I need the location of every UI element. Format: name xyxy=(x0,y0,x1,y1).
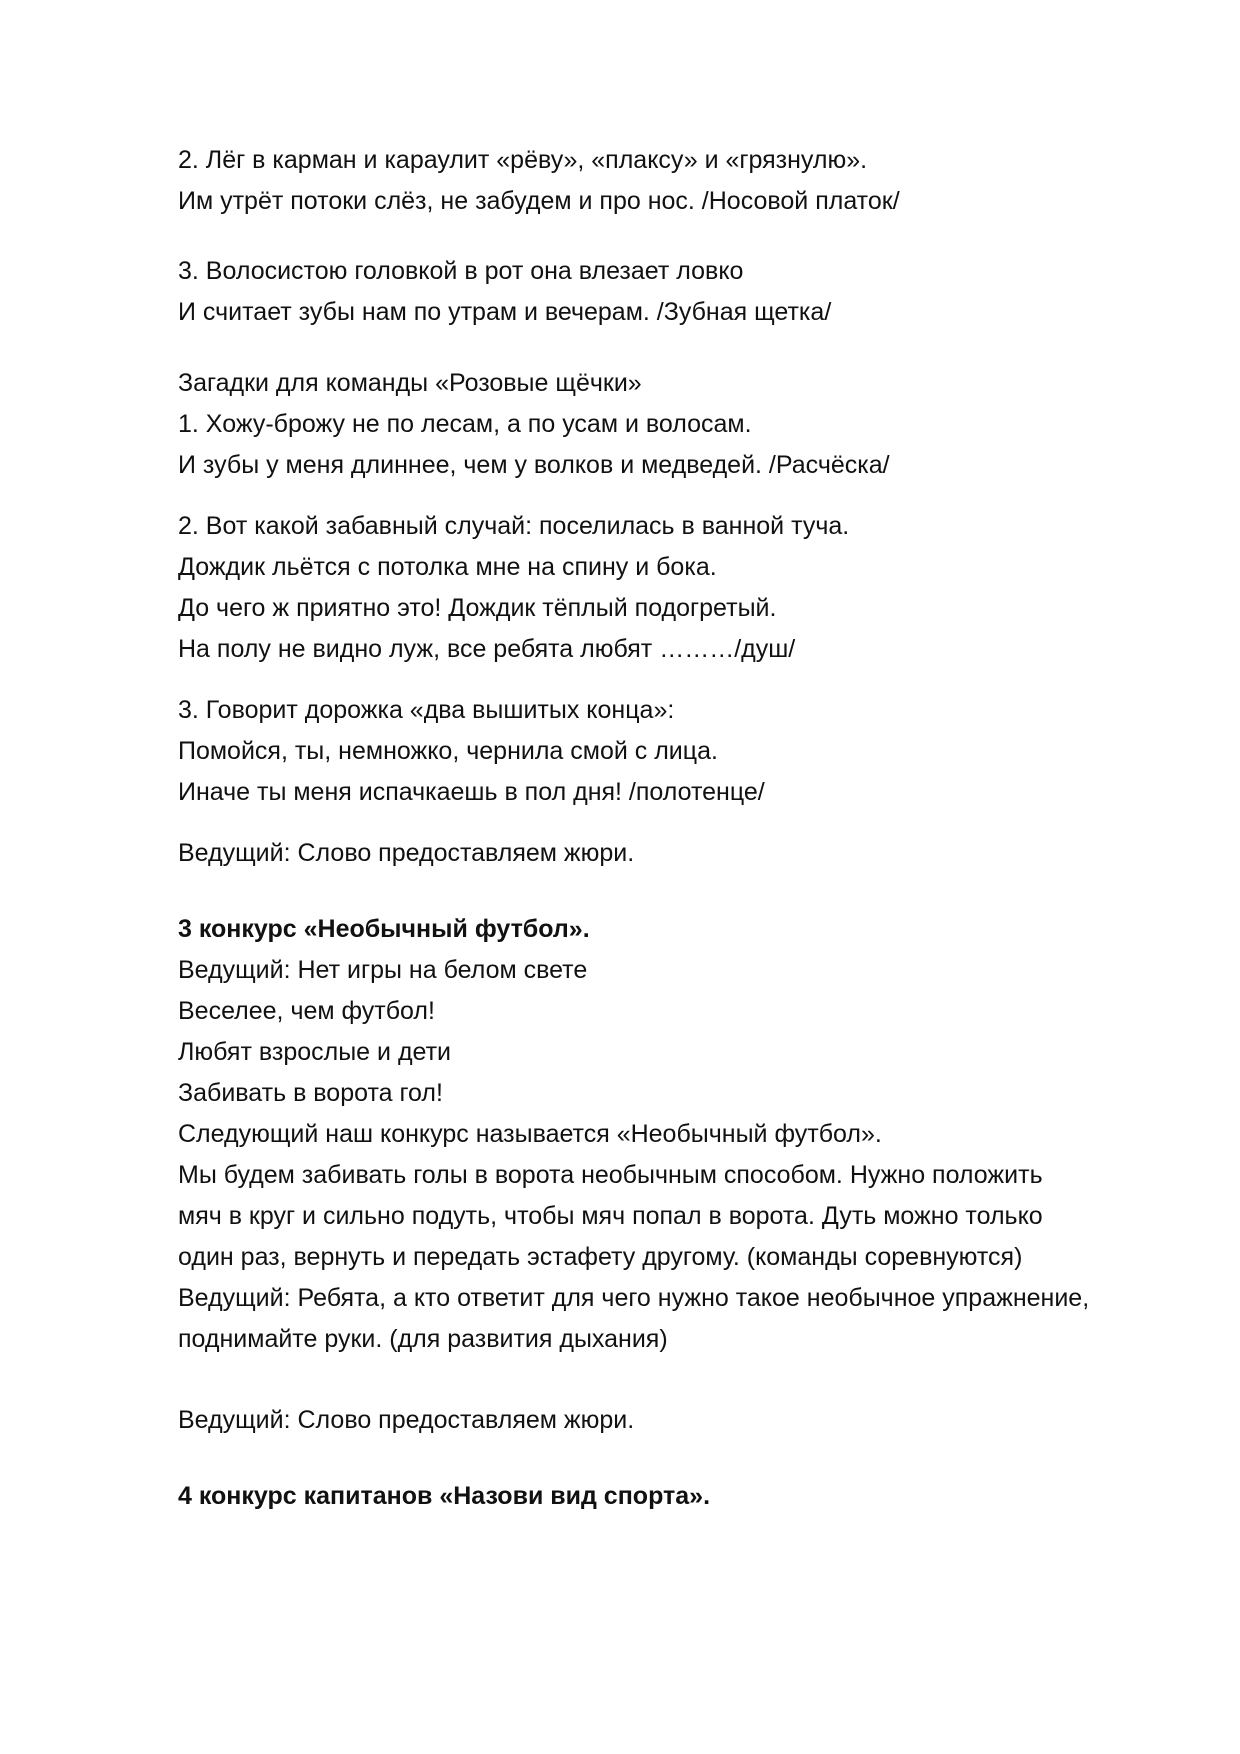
text-line: Забивать в ворота гол! xyxy=(178,1079,443,1107)
text-line: Любят взрослые и дети xyxy=(178,1038,452,1066)
section-heading: 4 конкурс капитанов «Назови вид спорта». xyxy=(178,1482,711,1510)
contest3-section xyxy=(178,909,1178,1360)
text-line: мяч в круг и сильно подуть, чтобы мяч попал в ворота. Дуть можно только xyxy=(178,1202,1043,1230)
riddle-paragraph xyxy=(178,140,1178,222)
jury-paragraph xyxy=(178,1400,1178,1441)
contest4-section xyxy=(178,1476,1178,1517)
text-line: 1. Хожу-брожу не по лесам, а по усам и волосам. xyxy=(178,410,752,438)
text-line: Ведущий: Ребята, а кто ответит для чего нужно такое необычное упражнение, xyxy=(178,1284,1090,1312)
text-line: Им утрёт потоки слёз, не забудем и про нос. /Носовой платок/ xyxy=(178,187,900,215)
riddle-paragraph xyxy=(178,690,1178,813)
text-line: Ведущий: Слово предоставляем жюри. xyxy=(178,1406,635,1434)
text-line: 2. Лёг в карман и караулит «рёву», «плаксу» и «грязнулю». xyxy=(178,146,868,174)
text-line: Ведущий: Слово предоставляем жюри. xyxy=(178,839,635,867)
text-line: И зубы у меня длиннее, чем у волков и медведей. /Расчёска/ xyxy=(178,451,890,479)
text-line: Следующий наш конкурс называется «Необычный футбол». xyxy=(178,1120,882,1148)
text-line: Веселее, чем футбол! xyxy=(178,997,435,1025)
text-line: 3. Волосистою головкой в рот она влезает ловко xyxy=(178,257,744,285)
text-line: 3. Говорит дорожка «два вышитых конца»: xyxy=(178,696,675,724)
section-heading: Загадки для команды «Розовые щёчки» xyxy=(178,369,642,397)
text-line: Мы будем забивать голы в ворота необычным способом. Нужно положить xyxy=(178,1161,1043,1189)
text-line: И считает зубы нам по утрам и вечерам. /Зубная щетка/ xyxy=(178,298,832,326)
text-line: До чего ж приятно это! Дождик тёплый подогретый. xyxy=(178,594,777,622)
jury-paragraph xyxy=(178,833,1178,874)
riddle-paragraph xyxy=(178,251,1178,333)
text-line: один раз, вернуть и передать эстафету другому. (команды соревнуются) xyxy=(178,1243,1023,1271)
text-line: На полу не видно луж, все ребята любят ………/душ/ xyxy=(178,635,796,663)
text-line: 2. Вот какой забавный случай: поселилась в ванной туча. xyxy=(178,512,850,540)
text-line: Иначе ты меня испачкаешь в пол дня! /полотенце/ xyxy=(178,778,765,806)
text-line: Ведущий: Нет игры на белом свете xyxy=(178,956,588,984)
team2-riddles-section xyxy=(178,363,1178,486)
section-heading: 3 конкурс «Необычный футбол». xyxy=(178,915,590,943)
riddle-paragraph xyxy=(178,506,1178,670)
text-line: Дождик льётся с потолка мне на спину и бока. xyxy=(178,553,717,581)
text-line: Помойся, ты, немножко, чернила смой с лица. xyxy=(178,737,718,765)
text-line: поднимайте руки. (для развития дыхания) xyxy=(178,1325,668,1353)
